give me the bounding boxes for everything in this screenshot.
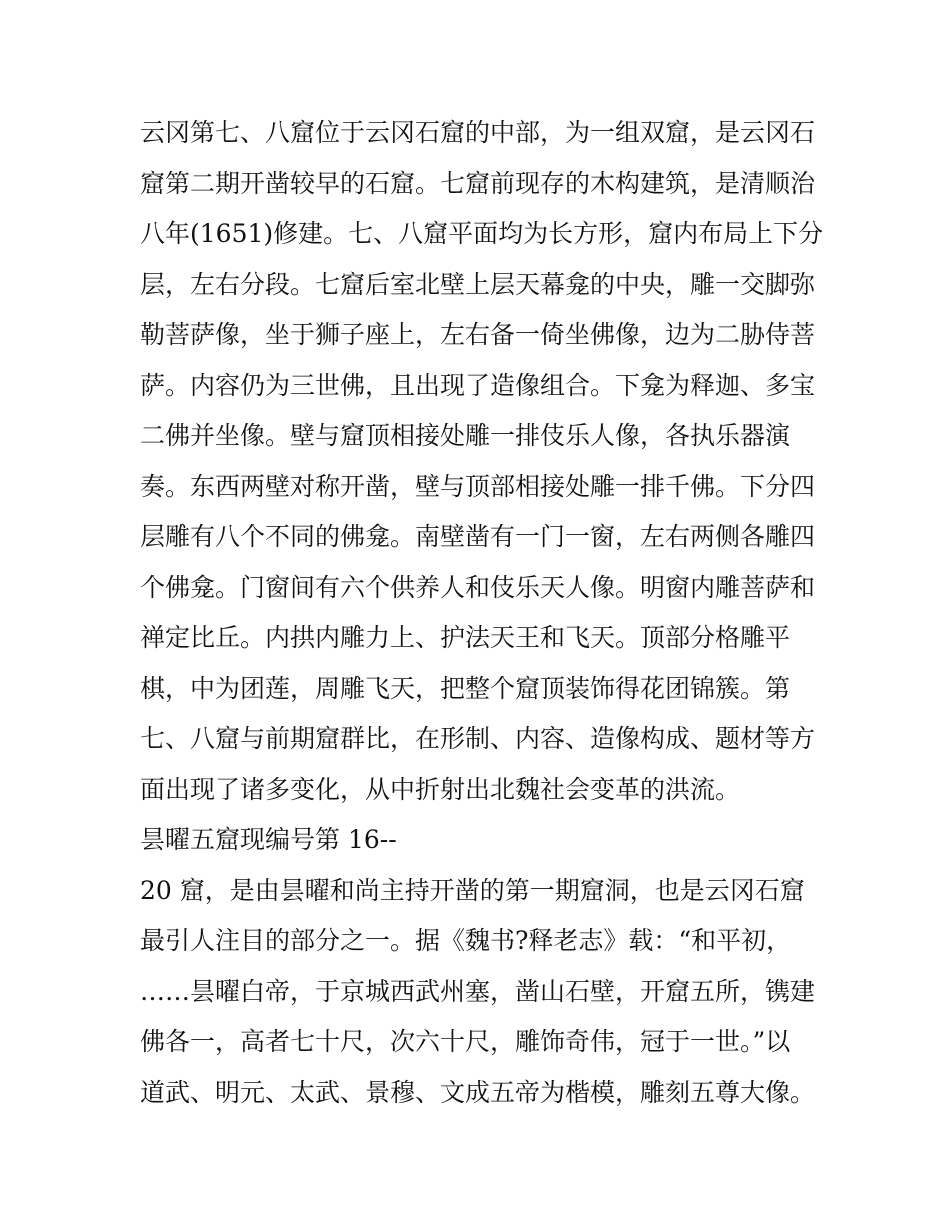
text-line-16: 20 窟，是由昙曜和尚主持开凿的第一期窟洞，也是云冈石窟 xyxy=(140,875,805,905)
text-line-18: ……昙曜白帝，于京城西武州塞，凿山石壁，开窟五所，镌建 xyxy=(140,976,816,1006)
text-line-20: 道武、明元、太武、景穆、文成五帝为楷模，雕刻五尊大像。 xyxy=(140,1077,816,1107)
text-line-6: 萨。内容仍为三世佛，且出现了造像组合。下龛为释迦、多宝 xyxy=(140,370,816,400)
body-text xyxy=(140,108,830,1118)
text-line-8: 奏。东西两壁对称开凿，壁与顶部相接处雕一排千佛。下分四 xyxy=(140,471,816,501)
text-line-9: 层雕有八个不同的佛龛。南壁凿有一门一窗，左右两侧各雕四 xyxy=(140,522,816,551)
text-line-3: 八年(1651)修建。七、八窟平面均为长方形，窟内布局上下分 xyxy=(140,219,824,248)
text-line-14: 面出现了诸多变化，从中折射出北魏社会变革的洪流。 xyxy=(140,774,741,804)
text-line-4: 层，左右分段。七窟后室北壁上层天幕龛的中央，雕一交脚弥 xyxy=(140,269,816,299)
text-line-11: 禅定比丘。内拱内雕力上、护法天王和飞天。顶部分格雕平 xyxy=(140,623,791,652)
text-line-10: 个佛龛。门窗间有六个供养人和伎乐天人像。明窗内雕菩萨和 xyxy=(140,572,816,602)
text-line-15: 昙曜五窟现编号第 16-- xyxy=(140,825,397,854)
text-line-1: 云冈第七、八窟位于云冈石窟的中部，为一组双窟，是云冈石 xyxy=(140,118,816,147)
text-line-19: 佛各一，高者七十尺，次六十尺，雕饰奇伟，冠于一世。”以 xyxy=(140,1027,791,1056)
text-line-13: 七、八窟与前期窟群比，在形制、内容、造像构成、题材等方 xyxy=(140,724,816,753)
text-line-5: 勒菩萨像，坐于狮子座上，左右备一倚坐佛像，边为二胁侍菩 xyxy=(140,320,816,349)
text-line-2: 窟第二期开凿较早的石窟。七窟前现存的木构建筑，是清顺治 xyxy=(140,168,816,198)
text-line-17: 最引人注目的部分之一。据《魏书?释老志》载：“和平初， xyxy=(140,926,792,955)
text-line-12: 棋，中为团莲，周雕飞天，把整个窟顶装饰得花团锦簇。第 xyxy=(140,673,791,703)
text-line-7: 二佛并坐像。壁与窟顶相接处雕一排伎乐人像，各执乐器演 xyxy=(140,421,791,450)
